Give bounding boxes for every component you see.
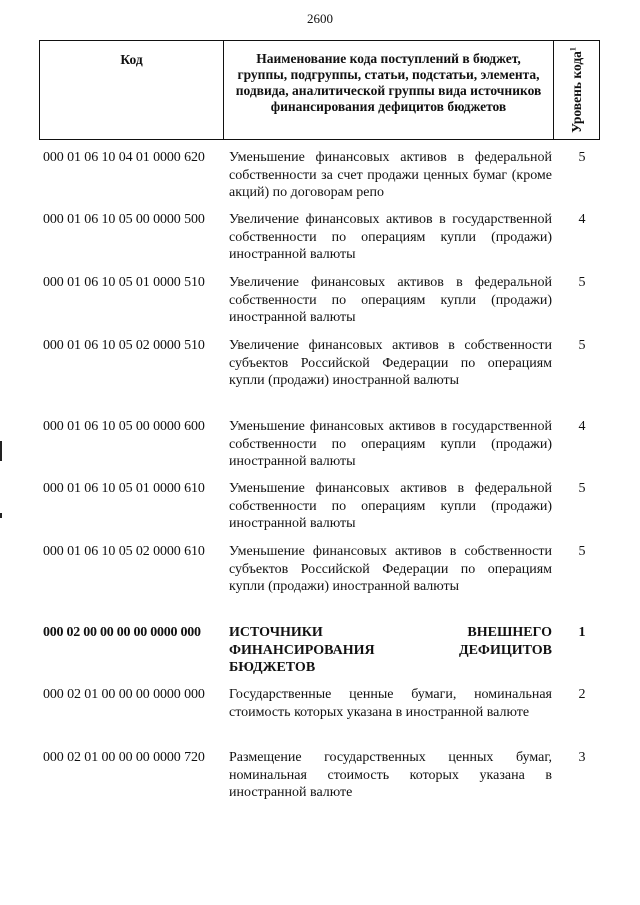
scan-mark [0, 441, 2, 461]
header-level-label [569, 47, 585, 133]
row-level: 3 [578, 750, 586, 765]
row-level: 5 [578, 544, 586, 559]
header-name: Наименование кода поступлений в бюджет, группы, подгруппы, статьи, подстатьи, элемента, подвида, аналитической группы вида источников финансирования дефицитов бюджетов [224, 41, 554, 139]
row-level: 2 [578, 687, 586, 702]
row-name: ИСТОЧНИКИ ВНЕШНЕГО ФИНАНСИРОВАНИЯ ДЕФИЦИТОВ БЮДЖЕТОВ [229, 625, 552, 675]
row-level: 5 [578, 481, 586, 496]
row-code: 000 02 01 00 00 00 0000 720 [43, 750, 205, 765]
row-name: Уменьшение финансовых активов в государственной собственности по операциям купли (продажи) иностранной валюты [229, 419, 552, 469]
header-level-footnote: 1 [568, 47, 577, 52]
row-level: 5 [578, 338, 586, 353]
row-name: Уменьшение финансовых активов в федеральной собственности за счет продажи ценных бумаг (кроме акций) по договорам репо [229, 150, 552, 200]
header-level [554, 41, 599, 139]
row-code: 000 01 06 10 04 01 0000 620 [43, 150, 205, 165]
row-code: 000 01 06 10 05 01 0000 610 [43, 481, 205, 496]
row-code: 000 01 06 10 05 02 0000 510 [43, 338, 205, 353]
header-code: Код [40, 41, 224, 139]
row-code: 000 02 01 00 00 00 0000 000 [43, 687, 205, 702]
row-code: 000 01 06 10 05 00 0000 600 [43, 419, 205, 434]
row-level: 1 [578, 625, 586, 640]
row-name: Уменьшение финансовых активов в федеральной собственности по операциям купли (продажи) иностранной валюты [229, 481, 552, 531]
row-name: Увеличение финансовых активов в федеральной собственности по операциям купли (продажи) иностранной валюты [229, 275, 552, 325]
row-level: 4 [578, 212, 586, 227]
row-code: 000 01 06 10 05 02 0000 610 [43, 544, 205, 559]
row-code: 000 02 00 00 00 00 0000 000 [43, 625, 201, 640]
header-level-text: Уровень кода [568, 51, 584, 133]
row-name: Государственные ценные бумаги, номинальная стоимость которых указана в иностранной валюте [229, 687, 552, 720]
row-name: Размещение государственных ценных бумаг, номинальная стоимость которых указана в иностранной валюте [229, 750, 552, 800]
row-level: 4 [578, 419, 586, 434]
row-level: 5 [578, 275, 586, 290]
row-code: 000 01 06 10 05 00 0000 500 [43, 212, 205, 227]
row-code: 000 01 06 10 05 01 0000 510 [43, 275, 205, 290]
row-name: Уменьшение финансовых активов в собственности субъектов Российской Федерации по операциям купли (продажи) иностранной валюты [229, 544, 552, 594]
table-header [39, 40, 600, 140]
row-level: 5 [578, 150, 586, 165]
row-name: Увеличение финансовых активов в государственной собственности по операциям купли (продажи) иностранной валюты [229, 212, 552, 262]
row-name: Увеличение финансовых активов в собственности субъектов Российской Федерации по операциям купли (продажи) иностранной валюты [229, 338, 552, 388]
scan-mark [0, 513, 2, 518]
page-number: 2600 [307, 11, 333, 26]
